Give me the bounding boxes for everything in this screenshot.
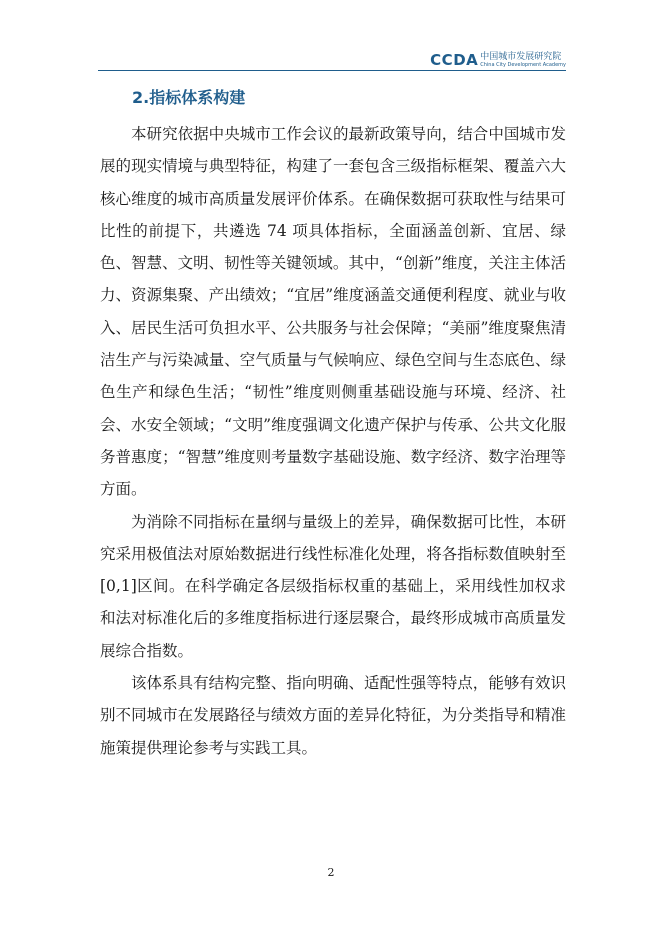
logo-mark: CCDA: [430, 51, 479, 69]
paragraph-normalization: 为消除不同指标在量纲与量级上的差异，确保数据可比性，本研究采用极值法对原始数据进行线性标准化处理，将各指标数值映射至[0,1]区间。在科学确定各层级指标权重的基础上，采用线性加权求和法对标准化后的多维度指标进行逐层聚合，最终形成城市高质量发展综合指数。: [100, 512, 566, 660]
paragraph-indicator-system: 本研究依据中央城市工作会议的最新政策导向，结合中国城市发展的现实情境与典型特征，构建了一套包含三级指标框架、覆盖六大核心维度的城市高质量发展评价体系。在确保数据可获取性与结果可比性的前提下，共遴选 74 项具体指标，全面涵盖创新、宜居、绿色、智慧、文明、韧性等关键领域。其中，“创新”维度，关注主体活力、资源集聚、产出绩效；“宜居”维度涵盖交通便利程度、就业与收入、居民生活可负担水平、公共服务与社会保障；“美丽”维度聚焦清洁生产与污染减量、空气质量与气候响应、绿色空间与生态底色、绿色生产和绿色生活；“韧性”维度则侧重基础设施与环境、经济、社会、水安全领域；“文明”维度强调文化遗产保护与传承、公共文化服务普惠度；“智慧”维度则考量数字基础设施、数字经济、数字治理等方面。: [100, 125, 566, 499]
paragraph-system-features: 该体系具有结构完整、指向明确、适配性强等特点，能够有效识别不同城市在发展路径与绩效方面的差异化特征，为分类指导和精准施策提供理论参考与实践工具。: [100, 674, 566, 757]
logo-text: [480, 53, 566, 68]
ccda-logo: [430, 50, 566, 70]
header-divider: [98, 70, 566, 71]
section-title: 2.指标体系构建: [132, 88, 246, 107]
logo-english-name: China City Development Academy: [480, 61, 566, 68]
page-header: [0, 0, 662, 74]
body-text: [100, 118, 566, 764]
logo-chinese-name: 中国城市发展研究院: [480, 51, 562, 62]
page-number: 2: [327, 866, 335, 879]
